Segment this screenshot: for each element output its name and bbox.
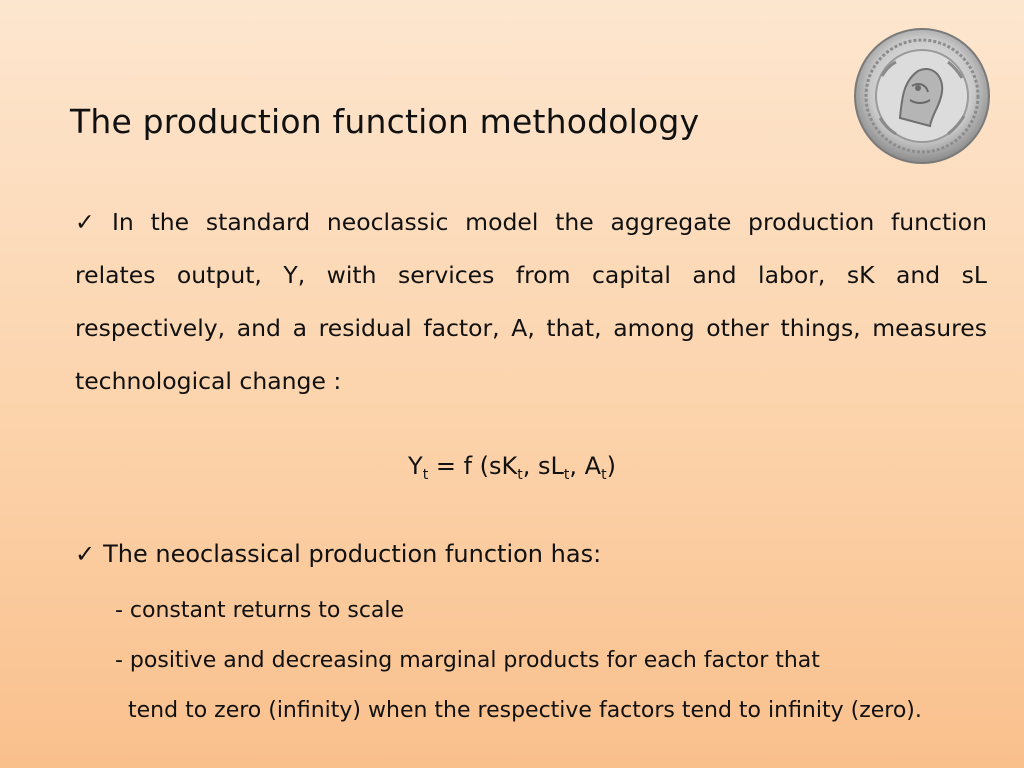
slide-title: The production function methodology [70, 102, 700, 141]
bullet-text: In the standard neoclassic model the aggregate production function relates output, Y, with services from capital and labor, sK and sL respectively, and a residual factor, A, that, among other things, measures technological change : [75, 208, 987, 395]
sub-item-marginal-products-continued: tend to zero (infinity) when the respective factors tend to infinity (zero). [128, 698, 922, 723]
checkmark-icon: ✓ [75, 208, 104, 236]
formula-separator: , sL [522, 452, 564, 480]
formula-subscript: t [601, 467, 607, 483]
bullet-item-production-function [75, 196, 987, 408]
checkmark-icon: ✓ [75, 540, 96, 568]
sub-item-marginal-products: - positive and decreasing marginal products for each factor that [115, 648, 820, 673]
university-seal-logo [852, 26, 992, 166]
bullet-item-properties [75, 540, 601, 568]
formula-subscript: t [517, 467, 523, 483]
formula-separator: , A [569, 452, 602, 480]
production-function-formula [0, 452, 1024, 483]
bullet-text: The neoclassical production function has: [103, 540, 602, 568]
formula-subscript: t [563, 467, 570, 483]
formula-function: = f (sK [428, 452, 518, 480]
formula-close: ) [606, 452, 616, 480]
sub-item-constant-returns: - constant returns to scale [115, 598, 405, 623]
formula-output: Y [408, 452, 423, 480]
formula-subscript: t [422, 467, 429, 483]
